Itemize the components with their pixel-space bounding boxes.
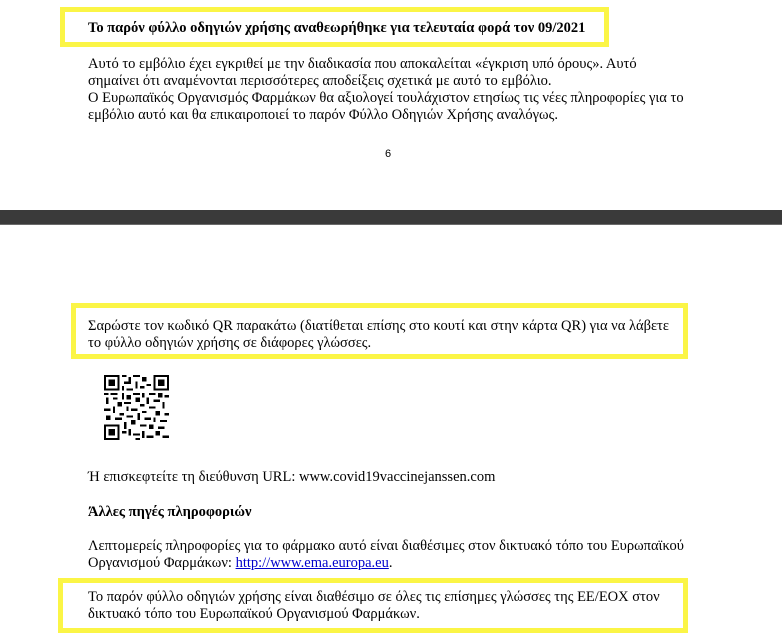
approval-paragraph-line: εμβόλιο αυτό και θα επικαιροποιεί το παρόν Φύλλο Οδηγιών Χρήσης αναλόγως.	[88, 107, 558, 123]
info-line-prefix: Οργανισμού Φαρμάκων:	[88, 555, 236, 571]
ema-link[interactable]: http://www.ema.europa.eu	[235, 555, 389, 571]
approval-paragraph-line: Αυτό το εμβόλιο έχει εγκριθεί με την διαδικασία που αποκαλείται «έγκριση υπό όρους». Αυτό	[88, 56, 637, 72]
languages-line: δικτυακό τόπο του Ευρωπαϊκού Οργανισμού Φαρμάκων.	[88, 606, 420, 622]
info-line	[88, 555, 392, 573]
qr-code-icon[interactable]	[104, 375, 169, 440]
document-page-1	[0, 0, 782, 210]
revision-heading: Το παρόν φύλλο οδηγιών χρήσης αναθεωρήθηκε για τελευταία φορά τον 09/2021	[88, 20, 586, 36]
info-line: Λεπτομερείς πληροφορίες για το φάρμακο αυτό είναι διαθέσιμες στον δικτυακό τόπο του Ευρωπαϊκού	[88, 538, 684, 554]
approval-paragraph-line: Ο Ευρωπαϊκός Οργανισμός Φαρμάκων θα αξιολογεί τουλάχιστον ετησίως τις νέες πληροφορίες για το	[88, 90, 684, 106]
approval-paragraph-line: σημαίνει ότι αναμένονται περισσότερες αποδείξεις σχετικά με αυτό το εμβόλιο.	[88, 73, 552, 89]
other-sources-heading: Άλλες πηγές πληροφοριών	[88, 504, 252, 520]
url-line: Ή επισκεφτείτε τη διεύθυνση URL: www.covid19vaccinejanssen.com	[88, 469, 496, 485]
info-line-suffix: .	[388, 555, 393, 571]
page-number: 6	[385, 148, 392, 160]
qr-instructions-line: το φύλλο οδηγιών χρήσης σε διάφορες γλώσσες.	[88, 335, 372, 351]
languages-line: Το παρόν φύλλο οδηγιών χρήσης είναι διαθέσιμο σε όλες τις επίσημες γλώσσες της ΕΕ/ΕΟΧ στον	[88, 589, 660, 605]
qr-instructions-line: Σαρώστε τον κωδικό QR παρακάτω (διατίθεται επίσης στο κουτί και στην κάρτα QR) για να λάβετε	[88, 318, 669, 334]
page-separator	[0, 210, 782, 225]
